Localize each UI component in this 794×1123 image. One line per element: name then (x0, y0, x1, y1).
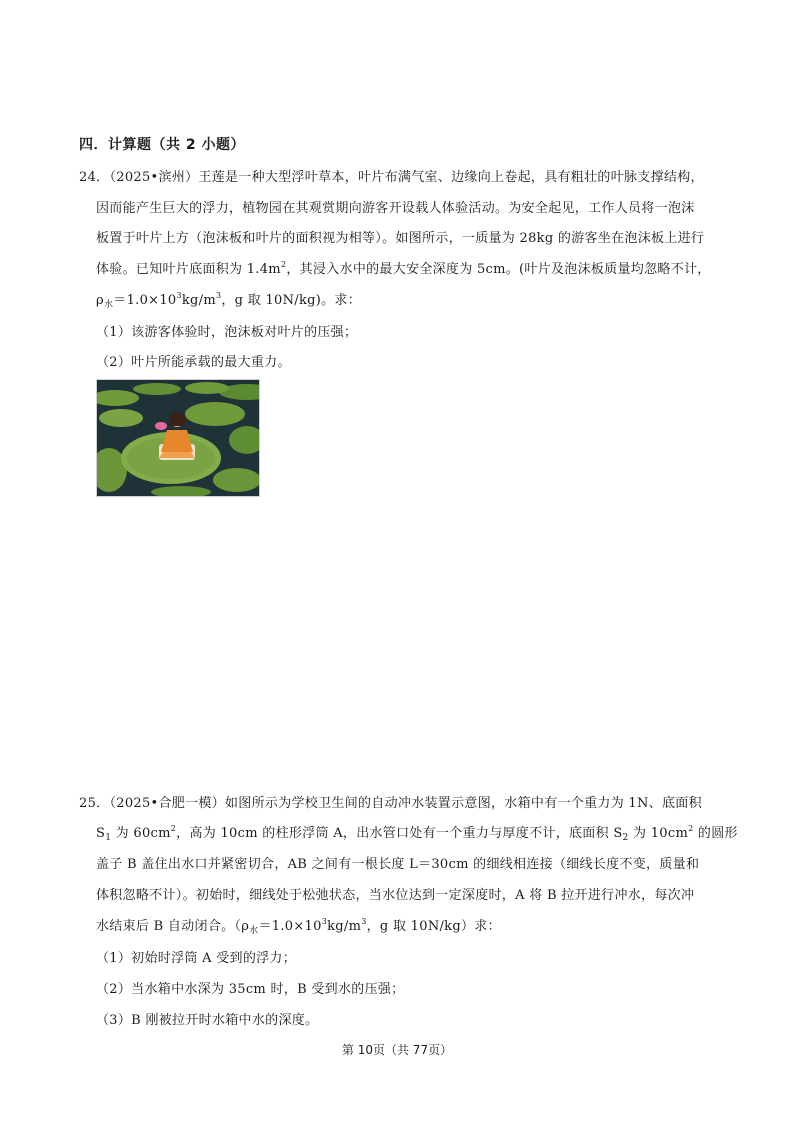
q25-subquestion-1: （1）初始时浮筒 A 受到的浮力； (96, 951, 297, 966)
q25-line-2: $S_1$ 为 $60cm^2$，高为 10cm 的柱形浮筒 A，出水管口处有一个重力与厚度不计，底面积 $S_2$ 为 $10cm^2$ 的圆形 (96, 824, 738, 843)
q24-line-4: 体验。已知叶片底面积为 $1.4m^2$，其浸入水中的最大安全深度为 5cm。(叶片及泡沫板质量均忽略不计， (96, 260, 711, 277)
q25-line-1: 25．（2025•合肥一模）如图所示为学校卫生间的自动冲水装置示意图，水箱中有一个重力为 1N、底面积 (79, 796, 702, 811)
q25-line-3: 盖子 B 盖住出水口并紧密切合，AB 之间有一根长度 L＝30cm 的细线相连接（细线长度不变，质量和 (96, 857, 700, 872)
q24-subquestion-1: （1）该游客体验时，泡沫板对叶片的压强； (96, 325, 358, 340)
q25-subquestion-2: （2）当水箱中水深为 35cm 时，B 受到水的压强； (96, 982, 405, 997)
water-lily-photo-image (97, 380, 259, 496)
q24-line-5: $\rho_水=1.0\times 10^3kg/m^3$，g 取 10N/kg)。求： (96, 291, 362, 310)
q24-line-3: 板置于叶片上方（泡沫板和叶片的面积视为相等）。如图所示，一质量为 28kg 的游客坐在泡沫板上进行 (96, 231, 705, 246)
water-lily-photo (96, 379, 260, 497)
q24-line-1: 24．（2025•滨州）王莲是一种大型浮叶草本，叶片布满气室、边缘向上卷起，具有粗壮的叶脉支撑结构， (79, 170, 704, 185)
q25-subquestion-3: （3）B 刚被拉开时水箱中水的深度。 (96, 1013, 319, 1028)
q25-line-4: 体积忽略不计）。初始时，细线处于松弛状态，当水位达到一定深度时，A 将 B 拉开进行冲水，每次冲 (96, 888, 695, 903)
section-title: 四．计算题（共 2 小题） (79, 137, 245, 153)
q25-line-5: 水结束后 B 自动闭合。（$\rho_水=1.0\times 10^3kg/m^3$，g 取 10N/kg）求： (96, 917, 501, 936)
q24-subquestion-2: （2）叶片所能承载的最大重力。 (96, 355, 291, 370)
page-number-footer: 第 10页（共 77页） (341, 1043, 453, 1057)
q24-line-2: 因而能产生巨大的浮力，植物园在其观赏期向游客开设载人体验活动。为安全起见，工作人员将一泡沫 (96, 201, 695, 216)
